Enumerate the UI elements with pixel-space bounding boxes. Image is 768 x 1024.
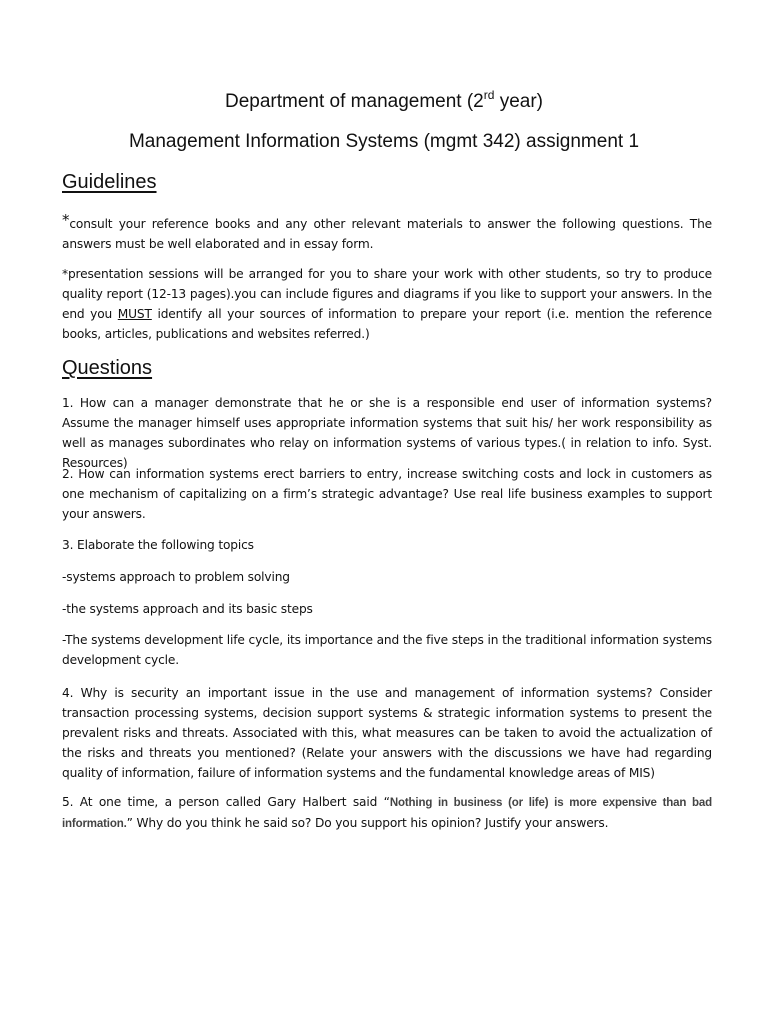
guideline-2-text-b: identify all your sources of information to prepare your report (i.e. mention the reference books, articles, publications and websites referred.) bbox=[62, 307, 712, 341]
title-text: Department of management (2 bbox=[225, 91, 484, 112]
guideline-1 bbox=[62, 210, 712, 254]
title-superscript: rd bbox=[483, 88, 495, 102]
guideline-2 bbox=[62, 264, 712, 344]
question-5 bbox=[62, 792, 712, 834]
must-emphasis: MUST bbox=[117, 307, 152, 321]
guideline-1-text: consult your reference books and any other relevant materials to answer the following questions. The answers must be well elaborated and in essay form. bbox=[62, 217, 712, 251]
questions-heading: Questions bbox=[62, 357, 153, 379]
question-3-topic-c: -The systems development life cycle, its importance and the five steps in the traditional information systems development cycle. bbox=[62, 633, 712, 667]
bullet-star: * bbox=[62, 211, 70, 229]
question-3-intro: 3. Elaborate the following topics bbox=[62, 538, 254, 552]
question-3-topic-a: -systems approach to problem solving bbox=[62, 570, 290, 584]
department-title bbox=[0, 90, 768, 114]
course-title: Management Information Systems (mgmt 342) assignment 1 bbox=[128, 131, 640, 152]
question-1: 1. How can a manager demonstrate that he or she is a responsible end user of information systems? Assume the manager himself uses appropriate information systems that suit his/ her work responsibility as well as manages subordinates who relay on information systems of various types.( in relation to info. Syst. Resources) bbox=[62, 396, 712, 470]
question-2: 2. How can information systems erect barriers to entry, increase switching costs and lock in customers as one mechanism of capitalizing on a firm’s strategic advantage? Use real life business examples to support your answers. bbox=[62, 467, 712, 521]
title-text-end: year) bbox=[494, 91, 543, 112]
question-3-topic-b: -the systems approach and its basic steps bbox=[62, 602, 313, 616]
question-5-text-a: 5. At one time, a person called Gary Halbert said “ bbox=[62, 795, 390, 809]
question-4: 4. Why is security an important issue in the use and management of information systems? Consider transaction processing systems, decision support systems & strategic information systems to present the prevalent risks and threats. Associated with this, what measures can be taken to avoid the actualization of the risks and threats you mentioned? (Relate your answers with the discussions we have had regarding quality of information, failure of information systems and the fundamental knowledge areas of MIS) bbox=[62, 686, 712, 780]
halbert-quote: Nothing in business (or life) is more expensive than bad information. bbox=[62, 797, 713, 830]
guidelines-heading: Guidelines bbox=[62, 171, 157, 193]
guideline-2-text-a: *presentation sessions will be arranged for you to share your work with other students, so try to produce quality report (12-13 pages).you can include figures and diagrams if you like to support your answers. In the end you bbox=[62, 267, 712, 321]
question-5-text-b: ” Why do you think he said so? Do you support his opinion? Justify your answers. bbox=[126, 816, 609, 830]
